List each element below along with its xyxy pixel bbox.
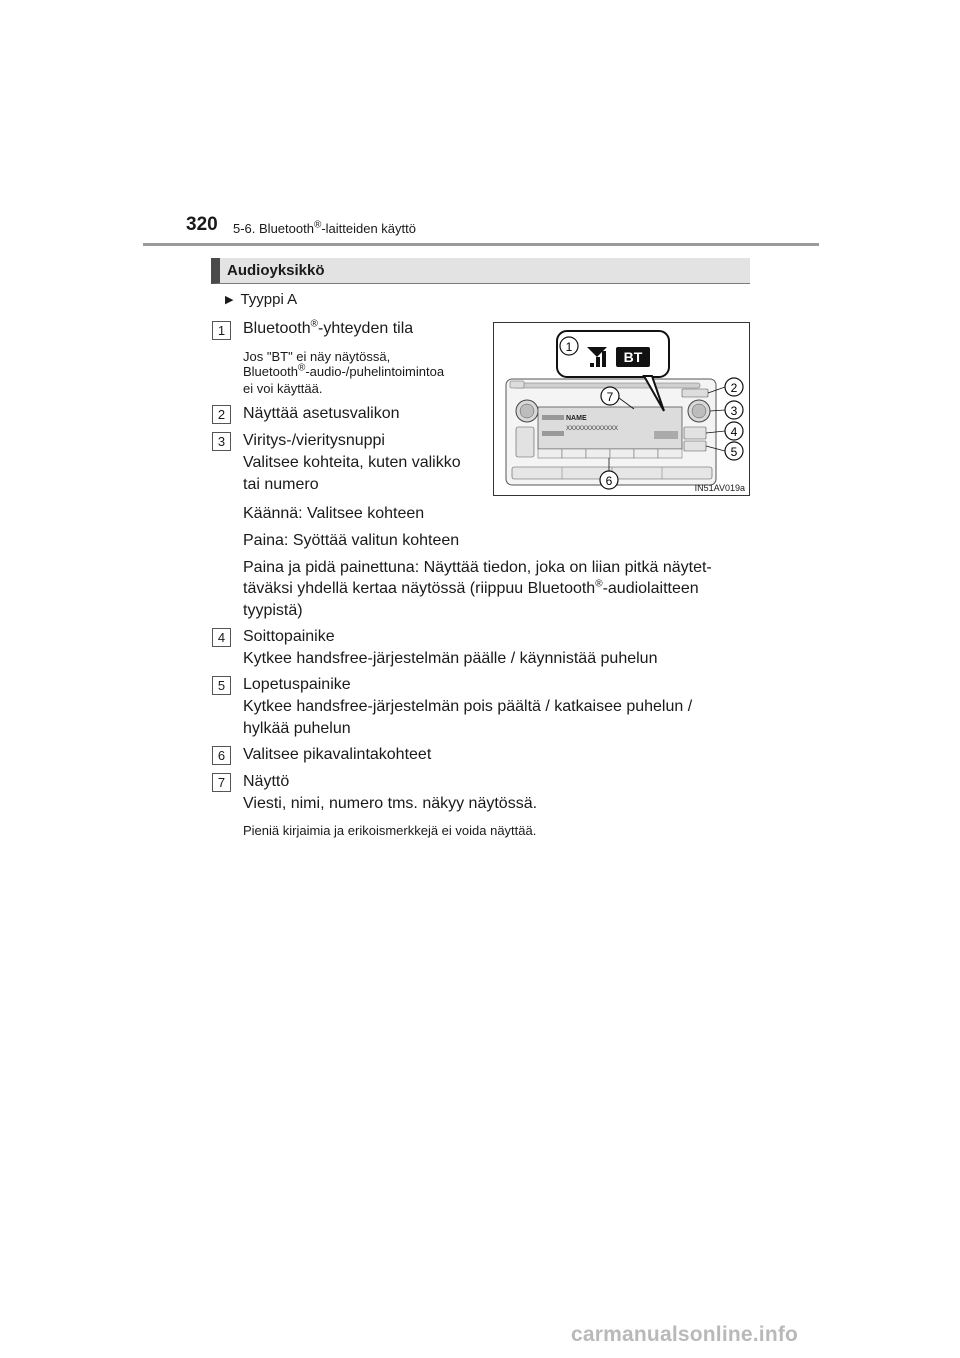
callout-label-2: 2: [730, 381, 738, 395]
callout-label-7: 7: [606, 390, 614, 404]
seek-track-button: [516, 427, 534, 457]
item-1-note-a: Jos "BT" ei näy näytössä,: [243, 349, 391, 364]
section-title-bar: [211, 258, 750, 284]
item-4-title: Soittopainike: [243, 628, 335, 645]
preset-button-3: [586, 449, 610, 458]
audio-unit-figure: [493, 322, 750, 496]
signal-bar-3: [602, 351, 606, 367]
hang-up-button: [684, 441, 706, 451]
item-number-1: 1: [212, 321, 231, 340]
bt-badge-text: BT: [623, 349, 643, 365]
callout-label-5: 5: [730, 445, 738, 459]
callout-label-3: 3: [730, 404, 738, 418]
preset-button-6: [658, 449, 682, 458]
item-7-title: Näyttö: [243, 773, 290, 790]
preset-button-4: [610, 449, 634, 458]
registered-mark: ®: [595, 578, 603, 590]
display-name-text: NAME: [566, 415, 587, 422]
display-phone-label: [542, 415, 564, 420]
triangle-bullet-icon: ▶: [225, 294, 234, 306]
type-label: Tyyppi A: [240, 291, 298, 308]
item-1-note-b: [243, 364, 444, 379]
section-title: Audioyksikkö: [227, 262, 325, 279]
item-5-desc-line2: hylkää puhelun: [243, 720, 351, 737]
tune-scroll-knob-center: [692, 404, 706, 418]
item-7-note: Pieniä kirjaimia ja erikoismerkkejä ei voida näyttää.: [243, 823, 537, 838]
eject-button: [510, 381, 524, 388]
item-number-4: 4: [212, 628, 231, 647]
figure-code: IN51AV019a: [694, 483, 745, 493]
item-2-title: Näyttää asetusvalikon: [243, 405, 400, 422]
callout-label-4: 4: [730, 425, 738, 439]
preset-button-1: [538, 449, 562, 458]
display-number-text: XXXXXXXXXXXXX: [566, 426, 619, 432]
item-number-6: 6: [212, 746, 231, 765]
registered-mark: ®: [313, 219, 322, 231]
item-4-desc: Kytkee handsfree-järjestelmän päälle / käynnistää puhelun: [243, 650, 658, 667]
item-3-hold-line3: tyypistä): [243, 602, 303, 619]
item-1-title-pre: Bluetooth: [243, 320, 311, 337]
item-3-press: Paina: Syöttää valitun kohteen: [243, 532, 460, 549]
setup-button: [682, 389, 708, 397]
item-1-note-c: ei voi käyttää.: [243, 381, 323, 396]
section-suffix: -laitteiden käyttö: [321, 221, 416, 236]
item-3-title: Viritys-/vieritysnuppi: [243, 432, 385, 449]
left-knob-center: [520, 404, 534, 418]
section-header: [233, 221, 416, 236]
item-3-hold2-post: -audiolaitteen: [602, 580, 699, 597]
signal-bar-1: [590, 363, 594, 367]
item-3-line2: tai numero: [243, 476, 319, 493]
item-number-5: 5: [212, 676, 231, 695]
item-1-title: [243, 318, 413, 340]
item-3-hold-line2: [243, 578, 745, 600]
item-number-7: 7: [212, 773, 231, 792]
section-prefix: 5-6. Bluetooth: [233, 221, 314, 236]
item-1-note-b-pre: Bluetooth: [243, 364, 298, 379]
item-6-title: Valitsee pikavalintakohteet: [243, 746, 432, 763]
item-5-desc-line1: Kytkee handsfree-järjestelmän pois päältä / katkaisee puhelun /: [243, 698, 693, 715]
preset-button-2: [562, 449, 586, 458]
watermark: carmanualsonline.info: [571, 1323, 799, 1346]
callout-label-6: 6: [605, 474, 613, 488]
phone-button: [684, 427, 706, 439]
display-small-label: [542, 431, 564, 436]
type-heading: [225, 291, 297, 308]
header-rule: [143, 243, 819, 246]
item-3-hold2-pre: täväksi yhdellä kertaa näytössä (riippuu Bluetooth: [243, 580, 596, 597]
item-3-turn: Käännä: Valitsee kohteen: [243, 505, 425, 522]
item-3-hold-line1: Paina ja pidä painettuna: Näyttää tiedon, joka on liian pitkä näytet-: [243, 559, 712, 576]
preset-button-5: [634, 449, 658, 458]
callout-label-1: 1: [565, 340, 573, 354]
audio-unit-illustration: [494, 323, 751, 497]
item-3-line1: Valitsee kohteita, kuten valikko: [243, 454, 461, 471]
signal-bar-2: [596, 357, 600, 367]
page-number: 320: [186, 214, 218, 235]
item-7-desc: Viesti, nimi, numero tms. näkyy näytössä.: [243, 795, 538, 812]
item-number-2: 2: [212, 405, 231, 424]
item-1-title-post: -yhteyden tila: [317, 320, 414, 337]
display-back-label: [654, 431, 678, 439]
item-1-note-b-post: -audio-/puhelintoimintoa: [305, 364, 445, 379]
item-5-title: Lopetuspainike: [243, 676, 351, 693]
item-number-3: 3: [212, 432, 231, 451]
registered-mark: ®: [310, 318, 318, 330]
registered-mark: ®: [297, 362, 306, 374]
